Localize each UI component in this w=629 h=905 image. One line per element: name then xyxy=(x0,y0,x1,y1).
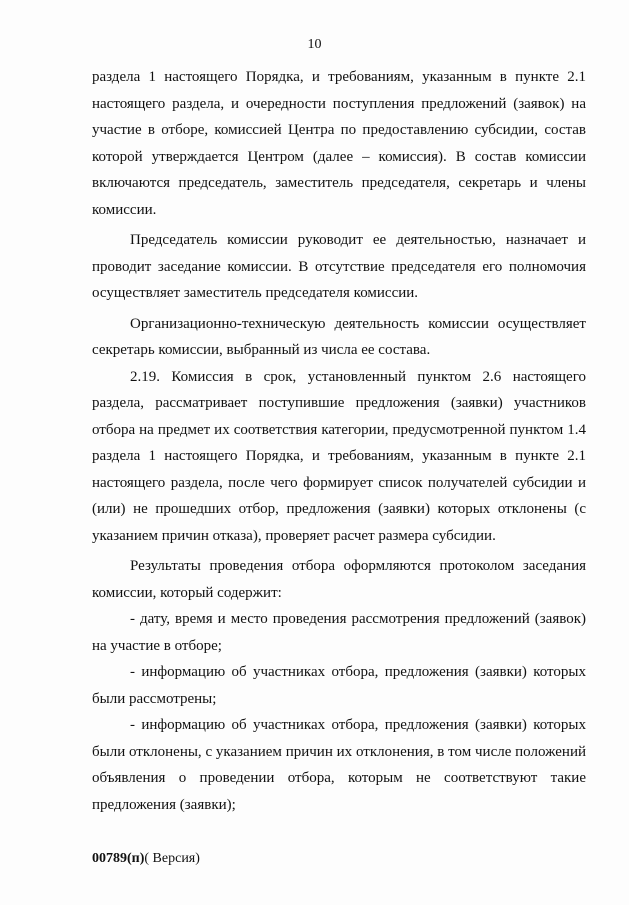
list-item-date: - дату, время и место проведения рассмотрения предложений (заявок) на участие в отборе; xyxy=(92,611,586,654)
document-version: ( Версия) xyxy=(144,851,200,866)
document-code: 00789(п) xyxy=(92,851,145,866)
document-body xyxy=(92,64,586,818)
paragraph-continuation: раздела 1 настоящего Порядка, и требованиям, указанным в пункте 2.1 настоящего раздела, и очередности поступления предложений (заявок) на участие в отборе, комиссией Центра по предоставлению субсидии, состав которой утверждается Центром (далее – комиссия). В состав комиссии включаются председатель, заместитель председателя, секретарь и члены комиссии. xyxy=(92,69,586,218)
document-footer xyxy=(92,851,200,867)
paragraph-2-19: 2.19. Комиссия в срок, установленный пунктом 2.6 настоящего раздела, рассматривает поступившие предложения (заявки) участников отбора на предмет их соответствия категории, предусмотренной пунктом 1.4 раздела 1 настоящего Порядка, и требованиям, указанным в пункте 2.1 настоящего раздела, после чего формирует список получателей субсидии и (или) не прошедших отбор, предложения (заявки) которых отклонены (с указанием причин отказа), проверяет расчет размера субсидии. xyxy=(92,368,586,544)
list-item-rejected: - информацию об участниках отбора, предложения (заявки) которых были отклонены, с указанием причин их отклонения, в том числе положений объявления о проведении отбора, которым не соответствуют такие предложения (заявки); xyxy=(92,717,586,813)
paragraph-results: Результаты проведения отбора оформляются протоколом заседания комиссии, который содержит: xyxy=(92,558,586,601)
list-item-reviewed: - информацию об участниках отбора, предложения (заявки) которых были рассмотрены; xyxy=(92,664,586,707)
paragraph-chairman: Председатель комиссии руководит ее деятельностью, назначает и проводит заседание комиссии. В отсутствие председателя его полномочия осуществляет заместитель председателя комиссии. xyxy=(92,232,586,301)
paragraph-secretary: Организационно-техническую деятельность комиссии осуществляет секретарь комиссии, выбранный из числа ее состава. xyxy=(92,315,586,358)
page-number: 10 xyxy=(307,37,322,52)
